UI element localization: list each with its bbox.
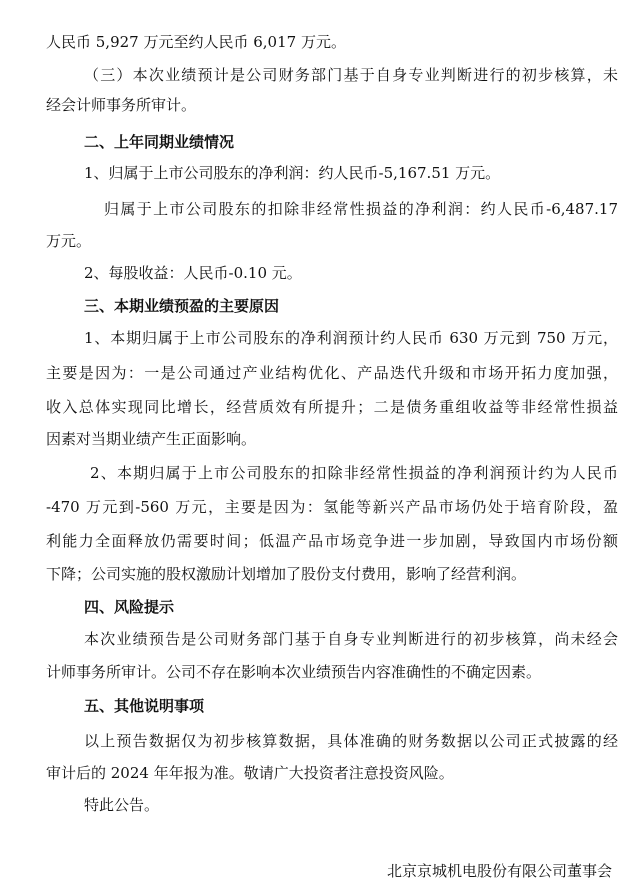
section5-paragraph-line2: 审计后的 2024 年年报为准。敬请广大投资者注意投资风险。 (46, 764, 454, 782)
section3-p1-line3: 收入总体实现同比增长，经营质效有所提升；二是债务重组收益等非经常性损益 (46, 398, 618, 416)
section5-heading: 五、其他说明事项 (84, 697, 205, 715)
intro-text: 人民币 5,927 万元至约人民币 6,017 万元。 (46, 33, 346, 51)
section4-heading: 四、风险提示 (84, 598, 175, 616)
section2-item2: 2、每股收益：人民币-0.10 元。 (84, 264, 302, 282)
section5-paragraph-line1: 以上预告数据仅为初步核算数据，具体准确的财务数据以公司正式披露的经 (84, 732, 618, 750)
section3-p2-line3: 利能力全面释放仍需要时间；低温产品市场竞争进一步加剧，导致国内市场份额 (46, 532, 618, 550)
section3-p2-line1: 2、本期归属于上市公司股东的扣除非经常性损益的净利润预计约为人民币 (90, 464, 618, 482)
section3-p1-line4: 因素对当期业绩产生正面影响。 (46, 430, 257, 448)
note3-paragraph-line2: 经会计师事务所审计。 (46, 96, 197, 114)
section2-item1b-line2: 万元。 (46, 232, 92, 250)
closing-text: 特此公告。 (84, 796, 160, 814)
signature-company: 北京京城机电股份有限公司董事会 (386, 862, 612, 880)
section2-heading: 二、上年同期业绩情况 (84, 133, 235, 151)
section4-paragraph-line2: 计师事务所审计。公司不存在影响本次业绩预告内容准确性的不确定因素。 (46, 663, 542, 681)
section3-p1-line2: 主要是因为：一是公司通过产业结构优化、产品迭代升级和市场开拓力度加强， (46, 364, 618, 382)
section3-heading: 三、本期业绩预盈的主要原因 (84, 297, 280, 315)
section4-paragraph-line1: 本次业绩预告是公司财务部门基于自身专业判断进行的初步核算，尚未经会 (84, 630, 618, 648)
section2-item1b-line1: 归属于上市公司股东的扣除非经常性损益的净利润：约人民币-6,487.17 (104, 200, 618, 218)
note3-paragraph-line1: （三）本次业绩预计是公司财务部门基于自身专业判断进行的初步核算，未 (84, 66, 618, 84)
section3-p2-line4: 下降；公司实施的股权激励计划增加了股份支付费用，影响了经营利润。 (46, 565, 527, 583)
section3-p2-line2: -470 万元到-560 万元，主要是因为：氢能等新兴产品市场仍处于培育阶段，盈 (46, 498, 618, 516)
section3-p1-line1: 1、本期归属于上市公司股东的净利润预计约人民币 630 万元到 750 万元， (84, 329, 618, 347)
section2-item1: 1、归属于上市公司股东的净利润：约人民币-5,167.51 万元。 (84, 164, 501, 182)
